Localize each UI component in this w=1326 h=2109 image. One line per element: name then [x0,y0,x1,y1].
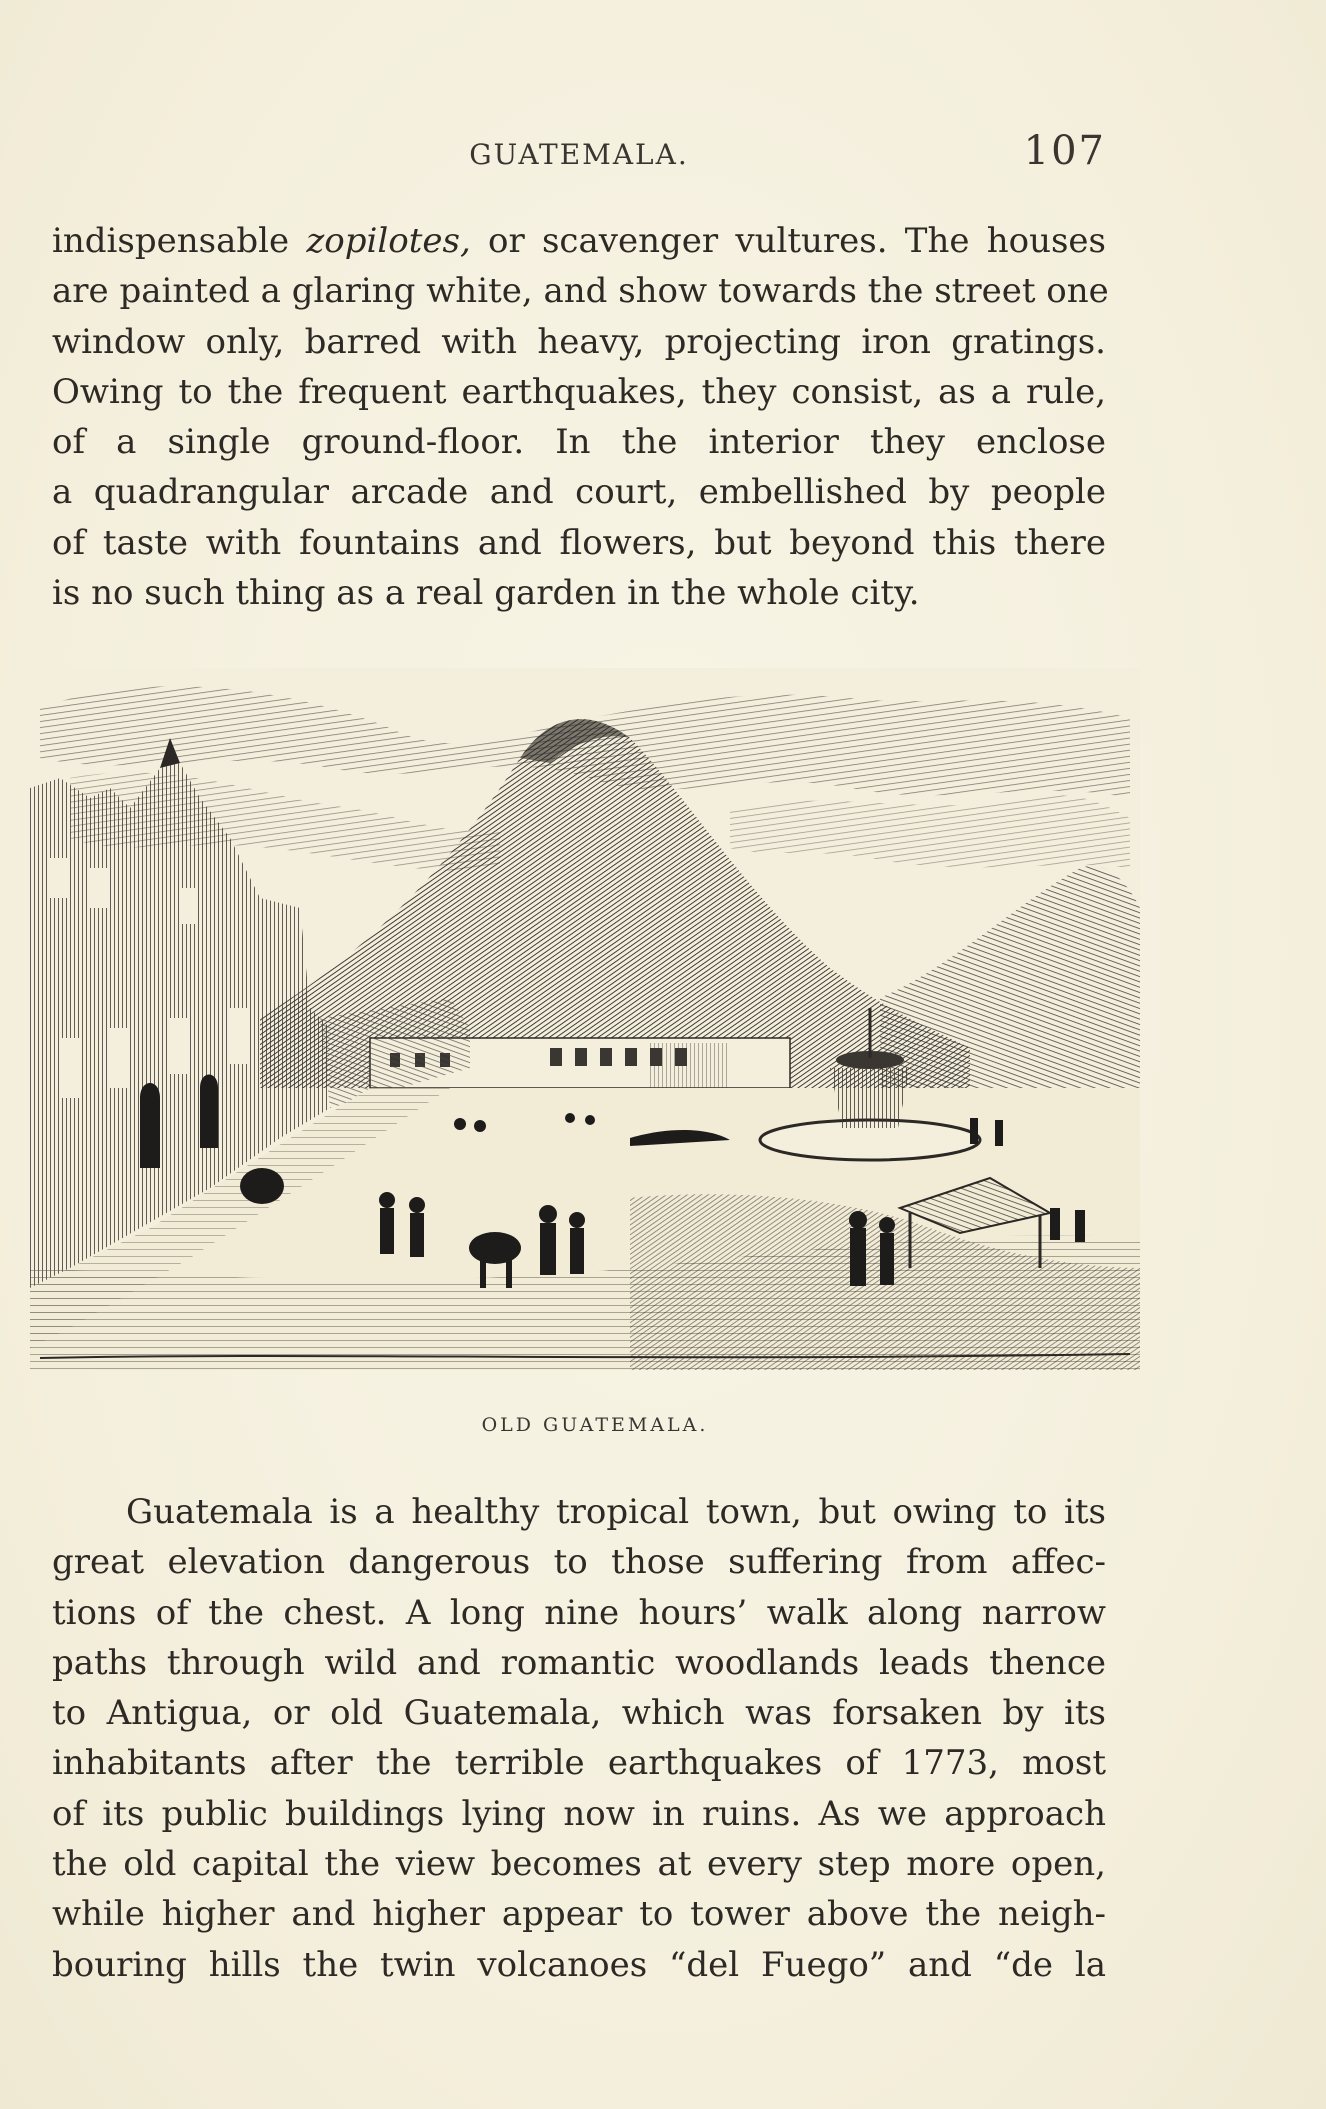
engraving-svg [30,668,1140,1370]
text-line: is no such thing as a real garden in the whole city. [52,573,920,614]
text-line: Guatemala is a healthy tropical town, but owing to its [126,1492,1106,1532]
page-header [52,128,1106,180]
text-line: tions of the chest. A long nine hours’ walk along narrow [52,1592,1106,1633]
running-title: GUATEMALA. [469,138,689,171]
text-line: a quadrangular arcade and court, embellished by people [52,472,1106,513]
distant-arcade [650,1043,730,1088]
text-line: are painted a glaring white, and show towards the street one [52,271,1109,312]
text-line: Owing to the frequent earthquakes, they consist, as a rule, [52,371,1106,412]
page-number: 107 [1023,128,1106,174]
engraving-old-guatemala [30,668,1140,1370]
fountain-body [830,1068,910,1128]
text-line: of a single ground-floor. In the interior they enclose [52,422,1106,463]
text-line: of its public buildings lying now in ruins. As we approach [52,1793,1106,1834]
paragraph-houses [52,216,1109,618]
text-line: of taste with fountains and flowers, but beyond this there [52,522,1106,563]
text-line: inhabitants after the terrible earthquakes of 1773, most [52,1743,1106,1784]
text-line: the old capital the view becomes at every step more open, [52,1844,1106,1885]
text-line: great elevation dangerous to those suffering from affec- [52,1542,1106,1583]
paragraph-antigua [52,1487,1106,1990]
text-line: bouring hills the twin volcanoes “del Fuego” and “de la [52,1944,1106,1985]
text-line: window only, barred with heavy, projecting iron gratings. [52,321,1106,362]
text-line: while higher and higher appear to tower above the neigh- [52,1894,1106,1935]
text-line: to Antigua, or old Guatemala, which was forsaken by its [52,1693,1106,1734]
text-segment: or scavenger vultures. The houses [470,221,1106,261]
text-line: paths through wild and romantic woodlands leads thence [52,1642,1106,1683]
italic-term: zopilotes, [306,221,471,261]
text-line [52,216,1106,266]
illustration-caption: OLD GUATEMALA. [481,1414,709,1436]
text-segment: indispensable [52,221,307,261]
